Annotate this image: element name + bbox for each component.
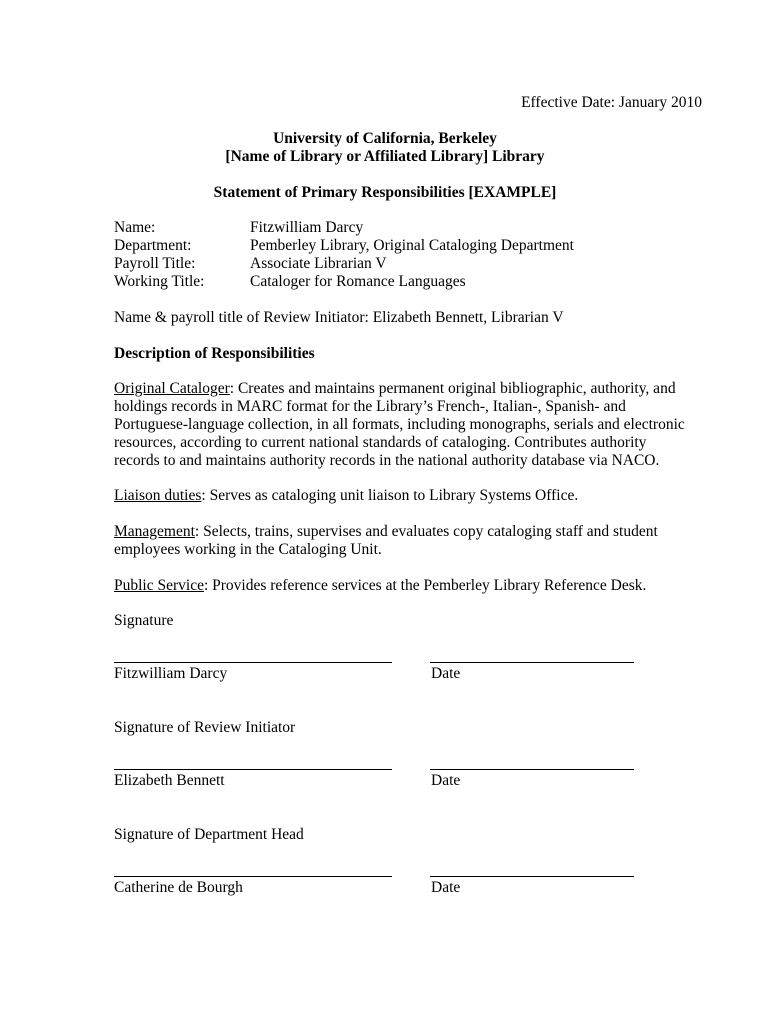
responsibility-management [114,523,694,559]
description-heading: Description of Responsibilities [114,345,315,362]
field-value-working-title: Cataloger for Romance Languages [250,273,466,290]
date-line[interactable] [430,876,634,877]
date-line[interactable] [430,769,634,770]
signature-title: Signature of Department Head [114,826,304,843]
signer-name: Catherine de Bourgh [114,879,243,896]
review-initiator-line: Name & payroll title of Review Initiator: Elizabeth Bennett, Librarian V [114,309,564,326]
field-label-payroll-title: Payroll Title: [114,255,196,272]
responsibility-text: : Selects, trains, supervises and evaluates copy cataloging staff and student employees working in the Cataloging Unit. [114,523,658,558]
signer-name: Fitzwilliam Darcy [114,665,228,682]
statement-title: Statement of Primary Responsibilities [EXAMPLE] [213,184,557,201]
date-label: Date [431,665,461,682]
signature-title: Signature of Review Initiator [114,719,296,736]
responsibility-text: : Provides reference services at the Pemberley Library Reference Desk. [203,577,647,594]
date-label: Date [431,772,461,789]
field-value-payroll-title: Associate Librarian V [250,255,387,272]
responsibility-text: : Serves as cataloging unit liaison to Library Systems Office. [201,487,579,504]
effective-date: Effective Date: January 2010 [521,94,702,111]
date-line[interactable] [430,662,634,663]
university-title: University of California, Berkeley [273,130,497,147]
responsibility-term: Original Cataloger [114,380,230,397]
signature-line[interactable] [114,662,392,663]
signature-line[interactable] [114,769,392,770]
field-value-name: Fitzwilliam Darcy [250,219,364,236]
signature-title: Signature [114,612,174,629]
field-label-name: Name: [114,219,156,236]
responsibility-original-cataloger [114,380,694,470]
responsibility-term: Liaison duties [114,487,202,504]
responsibility-public-service [114,577,694,595]
field-label-working-title: Working Title: [114,273,205,290]
date-label: Date [431,879,461,896]
responsibility-liaison-duties [114,487,694,505]
signer-name: Elizabeth Bennett [114,772,225,789]
field-label-department: Department: [114,237,192,254]
responsibility-term: Public Service [114,577,204,594]
library-title: [Name of Library or Affiliated Library] Library [225,148,545,165]
responsibility-term: Management [114,523,195,540]
field-value-department: Pemberley Library, Original Cataloging Department [250,237,574,254]
responsibility-text: : Creates and maintains permanent original bibliographic, authority, and holdings records in MARC format for the Library’s French-, Italian-, Spanish- and Portuguese-language collection, in all formats, including monographs, serials and electronic resources, according to current national standards of cataloging. Contributes authority records to and maintains authority records in the national authority database via NACO. [114,380,685,469]
signature-line[interactable] [114,876,392,877]
